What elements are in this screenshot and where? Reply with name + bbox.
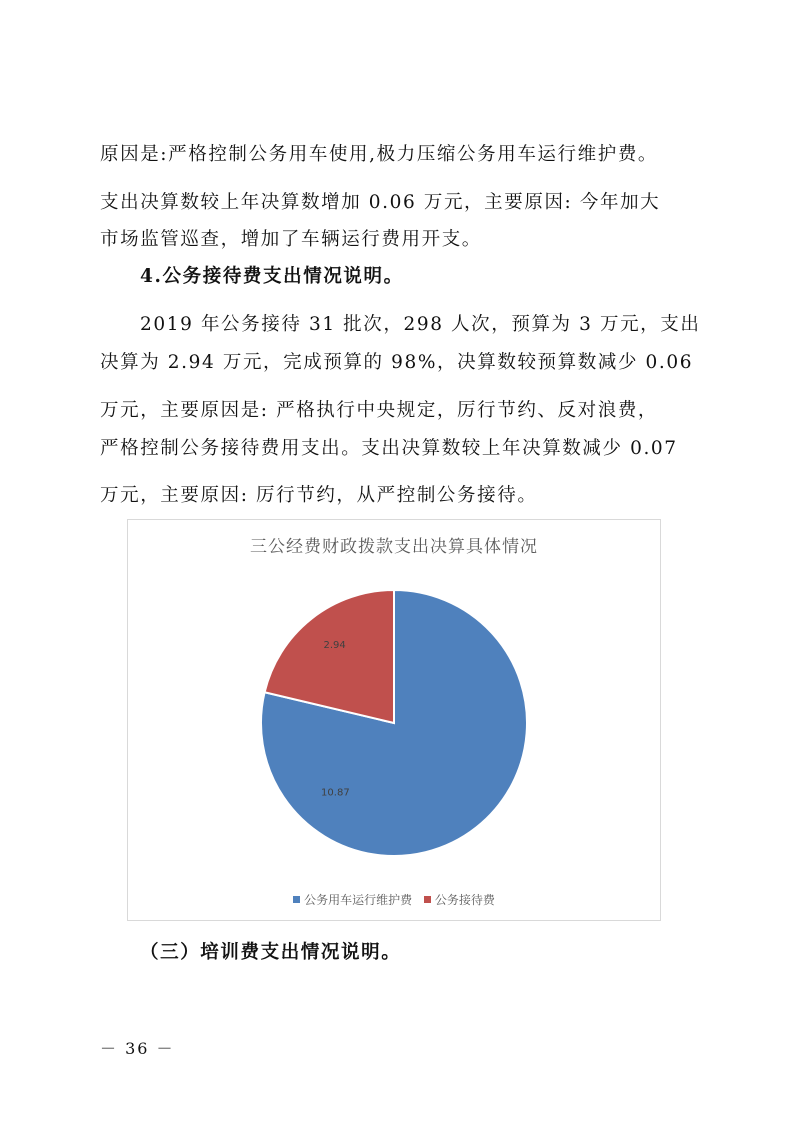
body-line-6: 决算为 2.94 万元，完成预算的 98%，决算数较预算数减少 0.06	[100, 352, 694, 373]
page-number: － 36 －	[100, 1039, 175, 1058]
body-line-2: 支出决算数较上年决算数增加 0.06 万元，主要原因: 今年加大	[100, 192, 661, 213]
subsection-heading: 4.公务接待费支出情况说明。	[140, 266, 404, 287]
body-line-3: 市场监管巡查，增加了车辆运行费用开支。	[100, 229, 482, 250]
legend-swatch-reception	[424, 896, 431, 903]
legend-item-reception	[424, 891, 495, 908]
body-line-8: 严格控制公务接待费用支出。支出决算数较上年决算数减少 0.07	[100, 438, 678, 459]
chart-title: 三公经费财政拨款支出决算具体情况	[250, 537, 538, 557]
body-line-7: 万元，主要原因是: 严格执行中央规定，厉行节约、反对浪费，	[100, 400, 659, 421]
legend-label-reception: 公务接待费	[434, 893, 495, 907]
body-line-5: 2019 年公务接待 31 批次，298 人次，预算为 3 万元，支出	[140, 314, 701, 335]
body-line-1: 原因是:严格控制公务用车使用,极力压缩公务用车运行维护费。	[100, 144, 659, 165]
data-label-reception: 2.94	[323, 639, 346, 651]
pie-chart	[127, 519, 661, 921]
section-heading: （三）培训费支出情况说明。	[140, 942, 402, 963]
pie-chart-svg	[128, 520, 660, 880]
legend-item-vehicle	[293, 891, 412, 908]
chart-legend	[128, 891, 660, 908]
legend-swatch-vehicle	[293, 896, 300, 903]
body-line-9: 万元，主要原因: 厉行节约，从严控制公务接待。	[100, 485, 538, 506]
data-label-vehicle: 10.87	[321, 787, 350, 799]
legend-label-vehicle: 公务用车运行维护费	[304, 893, 413, 907]
